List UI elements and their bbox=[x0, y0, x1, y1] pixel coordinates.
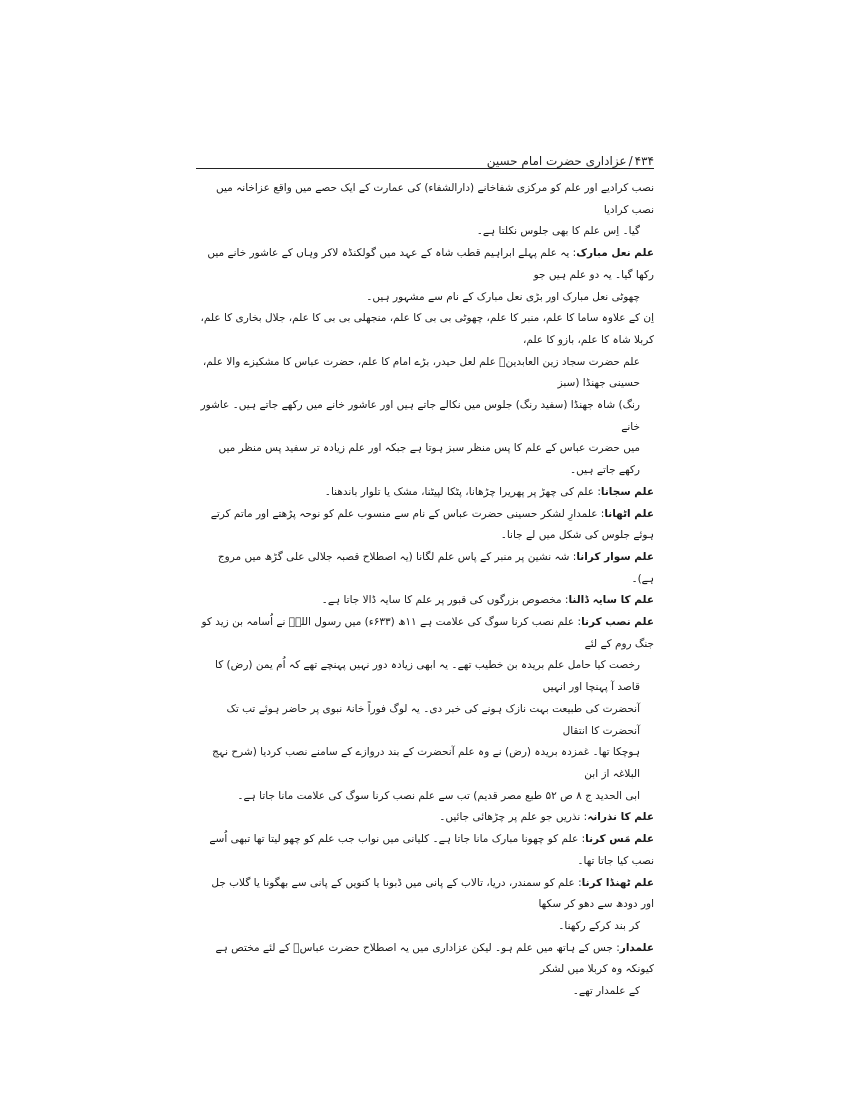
header-separator: / bbox=[628, 154, 633, 168]
glossary-entry bbox=[196, 612, 654, 807]
glossary-entry bbox=[196, 829, 654, 872]
text-line bbox=[196, 742, 654, 785]
entry-term: علم سوار کرانا bbox=[576, 550, 654, 563]
entry-text: ابی الحدید ج ۸ ص ۵۲ طبع مصر قدیم) تب سے علم نصب کرنا سوگ کی علامت مانا جاتا ہے۔ bbox=[237, 789, 640, 802]
entry-text: : علم کو چھونا مبارک مانا جاتا ہے۔ کلیانی میں نواب جب علم کو چھو لیتا تھا تبھی اُسے نصب کیا جاتا تھا۔ bbox=[209, 833, 654, 867]
glossary-entry bbox=[196, 873, 654, 938]
text-line bbox=[196, 873, 654, 916]
glossary-entry bbox=[196, 938, 654, 1003]
entry-term: علم اٹھانا bbox=[604, 507, 654, 520]
text-line bbox=[196, 395, 654, 438]
text-line bbox=[196, 981, 654, 1003]
entry-text: رنگ) شاہ جھنڈا (سفید رنگ) جلوس میں نکالے جاتے ہیں اور عاشور خانے میں رکھے جاتے ہیں۔ عاشور خانے bbox=[200, 399, 640, 433]
running-header bbox=[196, 142, 654, 168]
book-page bbox=[196, 142, 654, 998]
entry-text: کر بند کرکے رکھنا۔ bbox=[558, 919, 640, 932]
entry-text: : مخصوص بزرگوں کی قبور پر علم کا سایہ ڈالا جاتا ہے۔ bbox=[321, 594, 569, 607]
body-paragraph bbox=[196, 178, 654, 243]
entry-text: میں حضرت عباس کے علم کا پس منظر سبز ہوتا ہے جبکہ اور علم زیادہ تر سفید پس منظر میں رکھے جاتے ہیں۔ bbox=[218, 442, 640, 477]
entry-term: علم کا نذرانہ bbox=[587, 811, 654, 824]
glossary-entry bbox=[196, 807, 654, 829]
text-line bbox=[196, 807, 654, 829]
text-line bbox=[196, 655, 654, 698]
entry-text: : علمدارِ لشکر حسینی حضرت عباس کے نام سے منسوب علم کو نوحہ پڑھتے اور ماتم کرتے ہوئے جلوس کی شکل میں لے جانا۔ bbox=[210, 507, 654, 542]
text-line bbox=[196, 178, 654, 221]
entry-text: : یہ علم پہلے ابراہیم قطب شاہ کے عہد میں گولکنڈہ لاکر وہاں کے عاشور خانے میں رکھا گیا۔ یہ دو علم ہیں جو bbox=[207, 247, 654, 281]
text-line bbox=[196, 308, 654, 351]
text-line bbox=[196, 243, 654, 286]
text-line bbox=[196, 221, 654, 243]
entry-text: اِن کے علاوہ ساما کا علم، منبر کا علم، چھوٹی بی بی کا علم، منجھلی بی بی کا علم، جلال بخاری کا علم، کربلا شاہ کا علم، بازو کا علم، bbox=[200, 312, 654, 346]
text-line bbox=[196, 612, 654, 655]
entry-text: علم حضرت سجاد زین العابدینؑ علم لعل حیدر، بڑے امام کا علم، حضرت عباس کا مشکیزے والا علم، حسینی جھنڈا (سبز bbox=[202, 355, 640, 390]
entry-text: نصب کرادیے اور علم کو مرکزی شفاخانے (دارالشفاء) کی عمارت کے ایک حصے میں واقع عزاخانہ میں نصب کرادیا bbox=[216, 182, 654, 216]
entry-text: کے علمدار تھے۔ bbox=[572, 985, 640, 998]
entry-term: علم مَس کرنا bbox=[585, 833, 654, 846]
glossary-entry bbox=[196, 590, 654, 612]
glossary-entry bbox=[196, 504, 654, 547]
entry-term: علم کا سایہ ڈالنا bbox=[568, 594, 654, 607]
entry-text: : نذریں جو علم پر چڑھائی جائیں۔ bbox=[439, 811, 588, 824]
text-line bbox=[196, 287, 654, 309]
entry-text: ہوچکا تھا۔ غمزدہ بریدہ (رض) نے وہ علم آنحضرت کے بند دروازے کے سامنے نصب کردیا (شرح نہج البلاغہ از ابن bbox=[212, 746, 640, 780]
text-line bbox=[196, 547, 654, 590]
entry-text: : جس کے ہاتھ میں علم ہو۔ لیکن عزاداری میں یہ اصطلاح حضرت عباسؑ کے لئے مختص ہے کیونکہ وہ کربلا میں لشکر bbox=[215, 941, 654, 976]
text-line bbox=[196, 504, 654, 547]
entry-text: : شہ نشین پر منبر کے پاس علم لگانا (یہ اصطلاح قصبہ جلالی علی گڑھ میں مروج ہے)۔ bbox=[217, 550, 654, 585]
text-line bbox=[196, 829, 654, 872]
glossary-entry bbox=[196, 243, 654, 308]
page-body bbox=[196, 178, 654, 1003]
header-title: عزاداری حضرت امام حسین bbox=[486, 154, 627, 168]
entry-text: چھوٹی نعل مبارک اور بڑی نعل مبارک کے نام سے مشہور ہیں۔ bbox=[366, 290, 640, 303]
glossary-entry bbox=[196, 547, 654, 590]
text-line bbox=[196, 916, 654, 938]
entry-text: : علم نصب کرنا سوگ کی علامت ہے ۱۱ھ (۶۳۳ء) میں رسول اللہؐ نے اُسامہ بن زید کو جنگ روم کے لئے bbox=[201, 616, 654, 650]
glossary-entry bbox=[196, 482, 654, 504]
page-number: ۴۳۴ bbox=[634, 154, 654, 168]
entry-term: علم سجانا bbox=[600, 485, 654, 498]
text-line bbox=[196, 786, 654, 808]
entry-text: : علم کی چھڑ پر پھریرا چڑھانا، پٹکا لپیٹنا، مشک یا تلوار باندھنا۔ bbox=[324, 485, 601, 498]
entry-term: علم نعل مبارک bbox=[576, 247, 654, 260]
header-rule bbox=[196, 168, 654, 169]
entry-term: علم نصب کرنا bbox=[581, 616, 654, 629]
text-line bbox=[196, 938, 654, 981]
entry-term: علم ٹھنڈا کرنا bbox=[581, 876, 654, 889]
text-line bbox=[196, 590, 654, 612]
entry-text: گیا۔ اِس علم کا بھی جلوس نکلتا ہے۔ bbox=[476, 225, 640, 238]
entry-text: آنحضرت کی طبیعت بہت نازک ہونے کی خبر دی۔ یہ لوگ فوراً خانۂ نبوی پر حاضر ہوئے تب تک آنحضرت کا انتقال bbox=[226, 702, 640, 737]
entry-term: علمدار bbox=[619, 941, 654, 954]
text-line bbox=[196, 482, 654, 504]
entry-text: رخصت کیا حامل علم بریدہ بن خطیب تھے۔ یہ ابھی زیادہ دور نہیں پہنچے تھے کہ اُم یمن (رض) کا قاصد آ پہنچا اور انہیں bbox=[215, 659, 640, 694]
text-line bbox=[196, 438, 654, 481]
text-line bbox=[196, 352, 654, 395]
body-paragraph bbox=[196, 308, 654, 482]
text-line bbox=[196, 699, 654, 742]
entry-text: : علم کو سمندر، دریا، تالاب کے پانی میں ڈبونا یا کنویں کے پانی سے بھگونا یا گلاب جل اور دودھ سے دھو کر سکھا bbox=[211, 876, 654, 911]
